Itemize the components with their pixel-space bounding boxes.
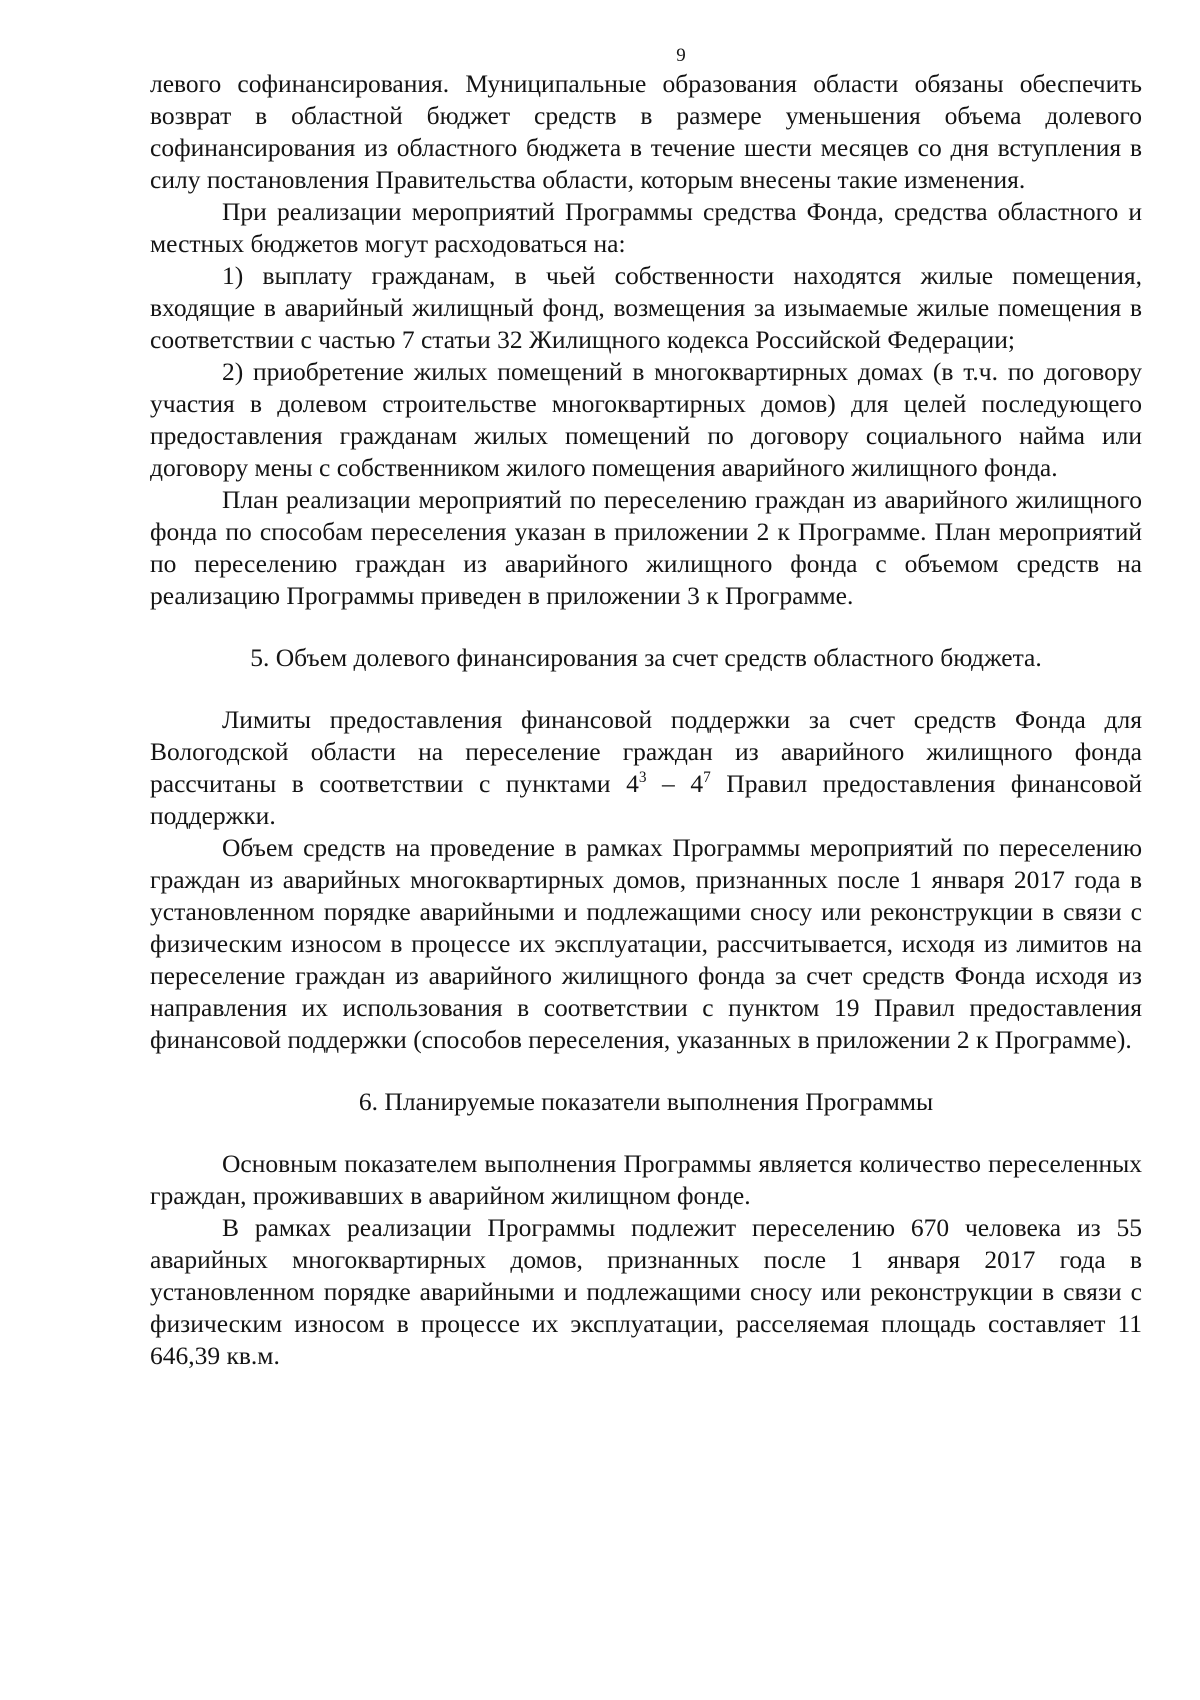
paragraph-resettlement-figures: В рамках реализации Программы подлежит переселению 670 человека из 55 аварийных многоквартирных домов, признанных после 1 января 2017 года в установленном порядке аварийными и подлежащими сносу или реконструкции в связи с физическим износом в процессе их эксплуатации, расселяемая площадь составляет 11 646,39 кв.м.	[150, 1213, 1142, 1370]
paragraph-plan: План реализации мероприятий по переселению граждан из аварийного жилищного фонда по способам переселения указан в приложении 2 к Программе. План мероприятий по переселению граждан из аварийного жилищного фонда с объемом средств на реализацию Программы приведен в приложении 3 к Программе.	[150, 485, 1142, 610]
paragraph-expenses-intro: При реализации мероприятий Программы средства Фонда, средства областного и местных бюджетов могут расходоваться на:	[150, 197, 1142, 258]
paragraph-funds-volume: Объем средств на проведение в рамках Программы мероприятий по переселению граждан из аварийных многоквартирных домов, признанных после 1 января 2017 года в установленном порядке аварийными и подлежащими сносу или реконструкции в связи с физическим износом в процессе их эксплуатации, рассчитывается, исходя из лимитов на переселение граждан из аварийного жилищного фонда за счет средств Фонда исходя из направления их использования в соответствии с пунктом 19 Правил предоставления финансовой поддержки (способов переселения, указанных в приложении 2 к Программе).	[150, 833, 1142, 1054]
paragraph-item-1: 1) выплату гражданам, в чьей собственности находятся жилые помещения, входящие в аварийный жилищный фонд, возмещения за изымаемые жилые помещения в соответствии с частью 7 статьи 32 Жилищного кодекса Российской Федерации;	[150, 261, 1142, 354]
paragraph-limits	[150, 704, 1142, 832]
section-5-heading: 5. Объем долевого финансирования за счет средств областного бюджета.	[250, 643, 1042, 672]
limits-text-before: Лимиты предоставления финансовой поддержки за счет средств Фонда для Вологодской области на переселение граждан из аварийного жилищного фонда рассчитаны в соответствии с пунктами 4	[150, 705, 1142, 798]
limits-superscript-2: 7	[703, 769, 711, 787]
limits-text-mid: – 4	[646, 769, 704, 798]
paragraph-continuation: левого софинансирования. Муниципальные образования области обязаны обеспечить возврат в областной бюджет средств в размере уменьшения объема долевого софинансирования из областного бюджета в течение шести месяцев со дня вступления в силу постановления Правительства области, которым внесены такие изменения.	[150, 69, 1142, 194]
limits-superscript-1: 3	[638, 769, 647, 787]
paragraph-main-indicator: Основным показателем выполнения Программы является количество переселенных граждан, проживавших в аварийном жилищном фонде.	[150, 1149, 1142, 1210]
limits-text-after: Правил предоставления финансовой поддержки.	[150, 769, 1143, 830]
section-6-heading: 6. Планируемые показатели выполнения Программы	[358, 1087, 934, 1116]
page-number: 9	[676, 45, 686, 66]
paragraph-item-2: 2) приобретение жилых помещений в многоквартирных домах (в т.ч. по договору участия в долевом строительстве многоквартирных домов) для целей последующего предоставления гражданам жилых помещений по договору социального найма или договору мены с собственником жилого помещения аварийного жилищного фонда.	[150, 357, 1142, 482]
